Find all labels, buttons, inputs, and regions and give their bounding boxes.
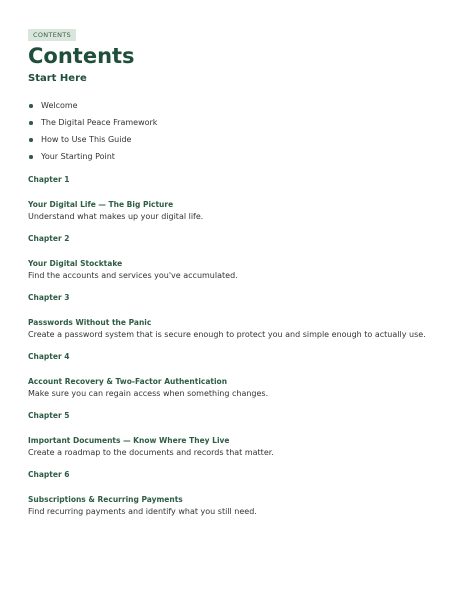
- list-item[interactable]: [28, 148, 440, 165]
- start-here-heading: Start Here: [28, 73, 87, 84]
- chapter-title: Your Digital Stocktake: [28, 259, 123, 268]
- chapter-label: Chapter 4: [28, 352, 70, 361]
- chapter-2[interactable]: [28, 234, 440, 283]
- list-item[interactable]: [28, 114, 440, 131]
- chapter-5[interactable]: [28, 411, 440, 460]
- chapter-title: Your Digital Life — The Big Picture: [28, 200, 174, 209]
- chapter-title: Subscriptions & Recurring Payments: [28, 495, 183, 504]
- chapter-3[interactable]: [28, 293, 440, 342]
- chapter-title: Account Recovery & Two-Factor Authentication: [28, 377, 228, 386]
- chapter-description: Make sure you can regain access when something changes.: [28, 389, 269, 398]
- chapter-label: Chapter 2: [28, 234, 70, 243]
- chapter-description: Create a roadmap to the documents and records that matter.: [28, 448, 274, 457]
- list-item-label: How to Use This Guide: [41, 135, 132, 144]
- start-here-list: [28, 97, 440, 165]
- page-title: Contents: [28, 44, 135, 68]
- chapter-1[interactable]: [28, 175, 440, 224]
- chapter-description: Find the accounts and services you've accumulated.: [28, 271, 238, 280]
- list-item[interactable]: [28, 131, 440, 148]
- chapter-description: Find recurring payments and identify what you still need.: [28, 507, 257, 516]
- bullet-icon: [29, 155, 33, 159]
- chapter-6[interactable]: [28, 470, 440, 519]
- bullet-icon: [29, 138, 33, 142]
- contents-page: [28, 22, 440, 529]
- list-item-label: The Digital Peace Framework: [41, 118, 158, 127]
- chapter-label: Chapter 1: [28, 175, 70, 184]
- chapter-description: Understand what makes up your digital life.: [28, 212, 204, 221]
- list-item-label: Welcome: [41, 101, 78, 110]
- section-tag: CONTENTS: [28, 29, 76, 41]
- chapter-label: Chapter 3: [28, 293, 70, 302]
- bullet-icon: [29, 104, 33, 108]
- chapter-4[interactable]: [28, 352, 440, 401]
- chapter-title: Passwords Without the Panic: [28, 318, 152, 327]
- chapter-label: Chapter 6: [28, 470, 70, 479]
- chapter-description: Create a password system that is secure enough to protect you and simple enough to actually use.: [28, 330, 426, 339]
- bullet-icon: [29, 121, 33, 125]
- chapter-label: Chapter 5: [28, 411, 70, 420]
- list-item[interactable]: [28, 97, 440, 114]
- chapter-title: Important Documents — Know Where They Live: [28, 436, 230, 445]
- list-item-label: Your Starting Point: [41, 152, 115, 161]
